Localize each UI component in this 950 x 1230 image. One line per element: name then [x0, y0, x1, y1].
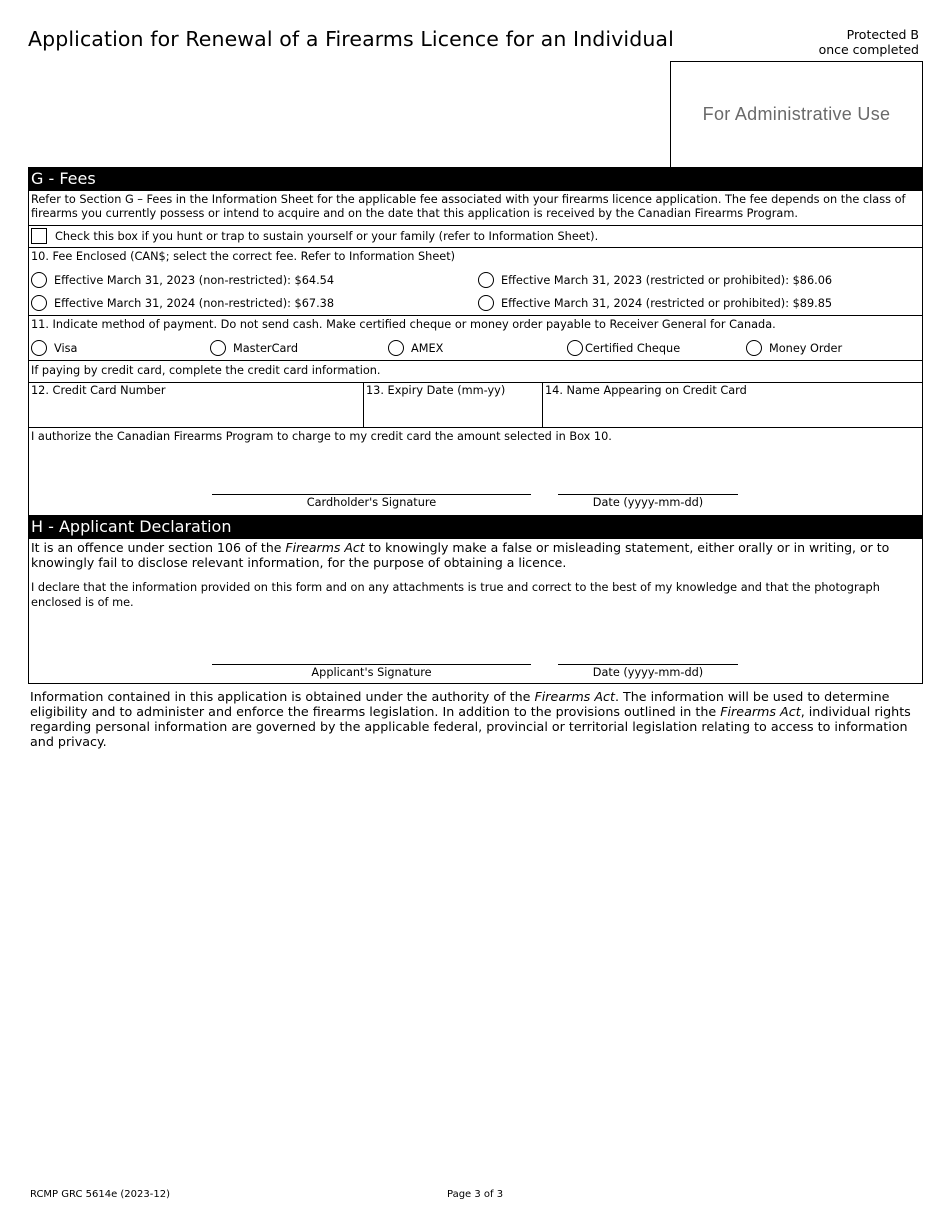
radio-button[interactable]	[31, 295, 47, 311]
credit-card-number-label: 12. Credit Card Number	[31, 384, 166, 397]
payment-option-mastercard[interactable]	[210, 340, 298, 356]
radio-button[interactable]	[746, 340, 762, 356]
payment-option-amex[interactable]	[388, 340, 443, 356]
radio-button[interactable]	[31, 340, 47, 356]
privacy-text-1: Information contained in this application is obtained under the authority of the	[30, 689, 535, 704]
page-number: Page 3 of 3	[447, 1189, 504, 1200]
form-title: Application for Renewal of a Firearms Licence for an Individual	[28, 27, 674, 51]
payment-method-row	[29, 315, 922, 360]
fees-intro-text: Refer to Section G – Fees in the Information Sheet for the applicable fee associated with your firearms licence application. The fee depends on the class of firearms you currently possess or intend to acquire and on the date that this application is received by the Canadian Firearms Program.	[31, 193, 906, 220]
applicant-signature-label: Applicant's Signature	[311, 666, 432, 679]
offence-statement	[29, 539, 922, 571]
privacy-notice	[30, 689, 920, 749]
protected-line-2: once completed	[818, 42, 919, 57]
fee-option-label: Effective March 31, 2023 (non-restricted): $64.54	[54, 273, 335, 287]
cardholder-date-label: Date (yyyy-mm-dd)	[592, 496, 704, 509]
payment-option-label: MasterCard	[233, 341, 299, 355]
credit-card-number-field[interactable]	[29, 383, 364, 427]
applicant-date-label: Date (yyyy-mm-dd)	[592, 666, 704, 679]
radio-button[interactable]	[478, 272, 494, 288]
fee-option-label: Effective March 31, 2024 (non-restricted): $67.38	[54, 296, 335, 310]
payment-option-label: AMEX	[411, 341, 444, 355]
form-body	[28, 167, 923, 684]
cardholder-date-line[interactable]	[558, 494, 738, 495]
credit-card-info-row	[29, 382, 922, 427]
protected-b-notice	[819, 27, 919, 57]
hunt-trap-row	[29, 225, 922, 247]
payment-option-money-order[interactable]	[746, 340, 842, 356]
fee-option-label: Effective March 31, 2024 (restricted or prohibited): $89.85	[501, 296, 833, 310]
payment-method-label: 11. Indicate method of payment. Do not send cash. Make certified cheque or money order payable to Receiver General for Canada.	[31, 318, 776, 331]
radio-button[interactable]	[478, 295, 494, 311]
fee-enclosed-row	[29, 247, 922, 315]
declaration-statement: I declare that the information provided on this form and on any attachments is true and correct to the best of my knowledge and that the photograph enclosed is of me.	[31, 581, 880, 609]
cardholder-signature-line[interactable]	[212, 494, 531, 495]
radio-button[interactable]	[567, 340, 583, 356]
offence-text-end: to knowingly make a false or misleading statement, either orally or in writing, or to knowingly fail to disclose relevant information, for the purpose of obtaining a licence.	[31, 540, 890, 570]
fee-option-2024-non-restricted[interactable]	[31, 295, 334, 311]
protected-line-1: Protected B	[846, 27, 919, 42]
payment-option-visa[interactable]	[31, 340, 77, 356]
radio-button[interactable]	[31, 272, 47, 288]
firearms-act-reference: Firearms Act	[720, 704, 801, 719]
applicant-signature-line[interactable]	[212, 664, 531, 665]
fee-option-2024-restricted[interactable]	[478, 295, 832, 311]
firearms-act-reference: Firearms Act	[285, 540, 365, 555]
credit-card-note: If paying by credit card, complete the credit card information.	[31, 364, 381, 377]
cardholder-name-field[interactable]	[543, 383, 922, 427]
section-g-heading: G - Fees	[29, 167, 922, 191]
privacy-text-2: . The information will be used to determine eligibility and to administer and enforce the firearms legislation. In addition to the provisions outlined in the	[30, 689, 890, 719]
firearms-act-reference: Firearms Act	[534, 689, 615, 704]
section-h-heading: H - Applicant Declaration	[29, 515, 922, 539]
hunt-trap-label: Check this box if you hunt or trap to sustain yourself or your family (refer to Information Sheet).	[55, 229, 599, 243]
cardholder-signature-label: Cardholder's Signature	[306, 496, 437, 509]
payment-option-certified-cheque[interactable]	[567, 340, 680, 356]
fee-option-2023-non-restricted[interactable]	[31, 272, 334, 288]
credit-authorization-row	[29, 427, 922, 515]
payment-option-label: Visa	[54, 341, 78, 355]
offence-text-start: It is an offence under section 106 of the	[31, 540, 286, 555]
fee-option-2023-restricted[interactable]	[478, 272, 832, 288]
credit-card-note-row	[29, 360, 922, 382]
expiry-date-label: 13. Expiry Date (mm-yy)	[366, 384, 506, 397]
declaration-row	[29, 539, 922, 683]
authorization-text: I authorize the Canadian Firearms Program to charge to my credit card the amount selected in Box 10.	[31, 430, 612, 443]
fee-enclosed-label: 10. Fee Enclosed (CAN$; select the correct fee. Refer to Information Sheet)	[31, 250, 456, 263]
payment-option-label: Money Order	[769, 341, 843, 355]
hunt-trap-checkbox[interactable]	[31, 228, 47, 244]
privacy-text-3: , individual rights regarding personal information are governed by the applicable federal, provincial or territorial legislation relating to access to information and privacy.	[30, 704, 911, 749]
fee-option-label: Effective March 31, 2023 (restricted or prohibited): $86.06	[501, 273, 833, 287]
radio-button[interactable]	[210, 340, 226, 356]
administrative-use-box: For Administrative Use	[670, 61, 923, 167]
cardholder-name-label: 14. Name Appearing on Credit Card	[545, 384, 747, 397]
fees-intro-row	[29, 191, 922, 225]
form-number: RCMP GRC 5614e (2023-12)	[30, 1189, 170, 1200]
radio-button[interactable]	[388, 340, 404, 356]
payment-option-label: Certified Cheque	[585, 341, 681, 355]
applicant-date-line[interactable]	[558, 664, 738, 665]
expiry-date-field[interactable]	[364, 383, 543, 427]
